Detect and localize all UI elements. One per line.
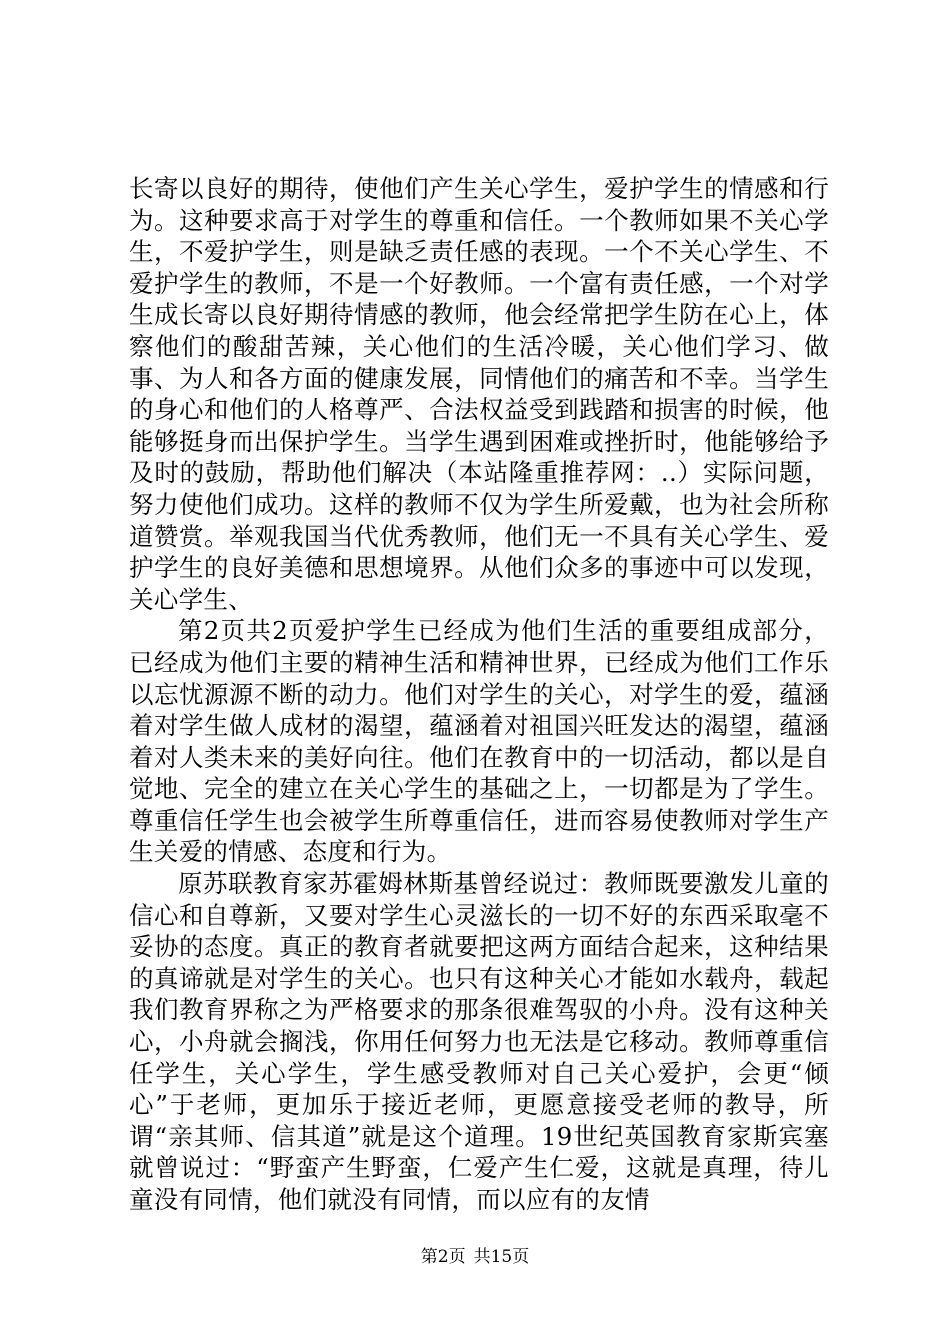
page-number: 第2页 <box>420 1247 466 1267</box>
page-total: 共15页 <box>473 1247 530 1267</box>
page-footer <box>0 1246 950 1268</box>
paragraph-2: 第2页共2页爱护学生已经成为他们生活的重要组成部分，已经成为他们主要的精神生活和精神世界，已经成为他们工作乐以忘忧源源不断的动力。他们对学生的关心，对学生的爱，蕴涵着对学生做人成材的渴望，蕴涵着对祖国兴旺发达的渴望，蕴涵着对人类未来的美好向往。他们在教育中的一切活动，都以是自觉地、完全的建立在关心学生的基础之上，一切都是为了学生。尊重信任学生也会被学生所尊重信任，进而容易使教师对学生产生关爱的情感、态度和行为。 <box>129 616 829 867</box>
body-text <box>129 173 829 1216</box>
paragraph-1: 长寄以良好的期待，使他们产生关心学生，爱护学生的情感和行为。这种要求高于对学生的尊重和信任。一个教师如果不关心学生，不爱护学生，则是缺乏责任感的表现。一个不关心学生、不爱护学生的教师，不是一个好教师。一个富有责任感，一个对学生成长寄以良好期待情感的教师，他会经常把学生防在心上，体察他们的酸甜苦辣，关心他们的生活冷暖，关心他们学习、做事、为人和各方面的健康发展，同情他们的痛苦和不幸。当学生的身心和他们的人格尊严、合法权益受到践踏和损害的时候，他能够挺身而出保护学生。当学生遇到困难或挫折时，他能够给予及时的鼓励，帮助他们解决（本站隆重推荐网：..）实际问题，努力使他们成功。这样的教师不仅为学生所爱戴，也为社会所称道赞赏。举观我国当代优秀教师，他们无一不具有关心学生、爱护学生的良好美德和思想境界。从他们众多的事迹中可以发现，关心学生、 <box>129 174 829 614</box>
paragraph-3: 原苏联教育家苏霍姆林斯基曾经说过：教师既要激发儿童的信心和自尊新，又要对学生心灵滋长的一切不好的东西采取毫不妥协的态度。真正的教育者就要把这两方面结合起来，这种结果的真谛就是对学生的关心。也只有这种关心才能如水载舟，载起我们教育界称之为严格要求的那条很难驾驭的小舟。没有这种关心，小舟就会搁浅，你用任何努力也无法是它移动。教师尊重信任学生，关心学生，学生感受教师对自己关心爱护，会更“倾心”于老师，更加乐于接近老师，更愿意接受老师的教导，所谓“亲其师、信其道”就是这个道理。19世纪英国教育家斯宾塞就曾说过：“野蛮产生野蛮，仁爱产生仁爱，这就是真理，待儿童没有同情，他们就没有同情，而以应有的友情 <box>129 869 829 1214</box>
